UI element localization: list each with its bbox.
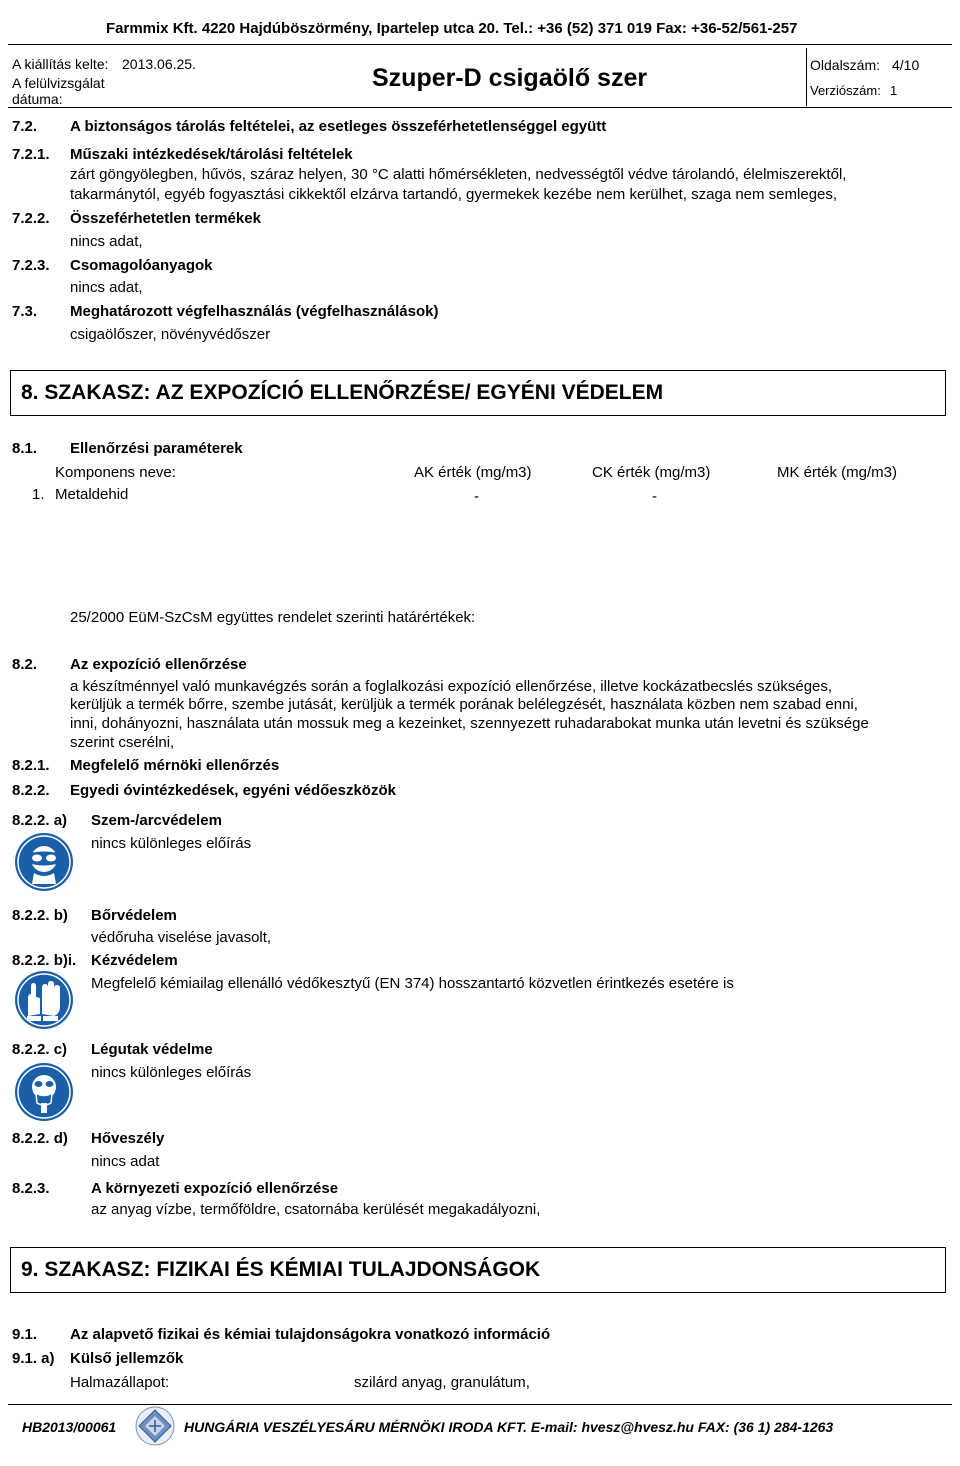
s82-title: Az expozíció ellenőrzése (70, 656, 247, 673)
s823-text: az anyag vízbe, termőföldre, csatornába kerülését megakadályozni, (91, 1201, 541, 1218)
s822bi-num: 8.2.2. b)i. (12, 952, 77, 969)
page-value: 4/10 (892, 57, 920, 73)
s723-num: 7.2.3. (12, 257, 50, 274)
s73-num: 7.3. (12, 303, 38, 320)
s91-num: 9.1. (12, 1326, 38, 1343)
s822bi-title: Kézvédelem (91, 952, 178, 969)
header-bottom-divider (8, 107, 952, 108)
footer-code: HB2013/00061 (22, 1419, 117, 1435)
state-value: szilárd anyag, granulátum, (354, 1374, 530, 1391)
s821-title: Megfelelő mérnöki ellenőrzés (70, 757, 280, 774)
logo-icon (135, 1406, 175, 1446)
s822d-title: Hőveszély (91, 1130, 165, 1147)
s723-text: nincs adat, (70, 279, 143, 296)
s723-title: Csomagolóanyagok (70, 257, 213, 274)
s82-line4: szerint cserélni, (70, 734, 175, 751)
s822c-num: 8.2.2. c) (12, 1041, 68, 1058)
s822-title: Egyedi óvintézkedések, egyéni védőeszközök (70, 782, 396, 799)
s82-line1: a készítménnyel való munkavégzés során a foglalkozási expozíció ellenőrzése, illetve kockázatbecslés szükséges, (70, 678, 833, 695)
s82-line2: kerüljük a termék bőrre, szembe jutását, kerüljük a termék porának belélegzését, használata közben nem szabad enni, (70, 696, 858, 713)
s91-title: Az alapvető fizikai és kémiai tulajdonságokra vonatkozó információ (70, 1326, 551, 1343)
s722-num: 7.2.2. (12, 210, 50, 227)
state-label: Halmazállapot: (70, 1374, 170, 1391)
s722-title: Összeférhetetlen termékek (70, 210, 261, 227)
s822b-text: védőruha viselése javasolt, (91, 929, 272, 946)
s721-num: 7.2.1. (12, 146, 50, 163)
s822bi-text: Megfelelő kémiailag ellenálló védőkesztyű (EN 374) hosszantartó közvetlen érintkezés esetére is (91, 975, 734, 992)
table-row-name: Metaldehid (55, 486, 129, 503)
section8-heading-box (10, 370, 946, 416)
section9-heading: 9. SZAKASZ: FIZIKAI ÉS KÉMIAI TULAJDONSÁGOK (21, 1258, 541, 1281)
s822a-text: nincs különleges előírás (91, 835, 252, 852)
version-value: 1 (890, 83, 898, 98)
s72-num: 7.2. (12, 118, 38, 135)
s822a-title: Szem-/arcvédelem (91, 812, 222, 829)
s823-num: 8.2.3. (12, 1180, 50, 1197)
s822a-num: 8.2.2. a) (12, 812, 68, 829)
review-label-1: A felülvizsgálat (12, 75, 105, 91)
s822c-title: Légutak védelme (91, 1041, 213, 1058)
table-header-component: Komponens neve: (55, 464, 176, 481)
s72-title: A biztonságos tárolás feltételei, az esetleges összeférhetetlenséggel együtt (70, 118, 607, 135)
footer-divider (8, 1404, 952, 1405)
issue-date: 2013.06.25. (122, 56, 196, 72)
table-header-mk: MK érték (mg/m3) (777, 464, 898, 481)
table-header-ak: AK érték (mg/m3) (414, 464, 532, 481)
s722-text: nincs adat, (70, 233, 143, 250)
regulation-note: 25/2000 EüM-SzCsM együttes rendelet szerinti határértékek: (70, 609, 476, 626)
footer-org: HUNGÁRIA VESZÉLYESÁRU MÉRNÖKI IRODA KFT. E-mail: hvesz@hvesz.hu FAX: (36 1) 284-1263 (184, 1419, 834, 1435)
s822d-text: nincs adat (91, 1153, 160, 1170)
review-label-2: dátuma: (12, 91, 63, 107)
section8-heading: 8. SZAKASZ: AZ EXPOZÍCIÓ ELLENŐRZÉSE/ EGYÉNI VÉDELEM (21, 381, 664, 404)
table-row-ck: - (652, 488, 657, 505)
s73-title: Meghatározott végfelhasználás (végfelhasználások) (70, 303, 439, 320)
company-header: Farmmix Kft. 4220 Hajdúböszörmény, Ipartelep utca 20. Tel.: +36 (52) 371 019 Fax: +36-52/561-257 (106, 20, 798, 37)
s822d-num: 8.2.2. d) (12, 1130, 68, 1147)
section9-heading-box (10, 1247, 946, 1293)
s721-title: Műszaki intézkedések/tárolási feltételek (70, 146, 353, 163)
eye-protection-icon (14, 832, 74, 892)
table-header-ck: CK érték (mg/m3) (592, 464, 711, 481)
gloves-icon (14, 970, 74, 1030)
s81-title: Ellenőrzési paraméterek (70, 440, 243, 457)
s73-text: csigaölőszer, növényvédőszer (70, 326, 271, 343)
s822c-text: nincs különleges előírás (91, 1064, 252, 1081)
issue-date-label: A kiállítás kelte: (12, 56, 109, 72)
product-title: Szuper-D csigaölő szer (372, 64, 648, 92)
s82-line3: inni, dohányozni, használata után mossuk meg a kezeinket, szennyezett ruhadarabokat munka után levetni és szüksége (70, 715, 869, 732)
s91a-num: 9.1. a) (12, 1350, 55, 1367)
s821-num: 8.2.1. (12, 757, 50, 774)
s822-num: 8.2.2. (12, 782, 50, 799)
s91a-title: Külső jellemzők (70, 1350, 184, 1367)
s82-num: 8.2. (12, 656, 38, 673)
s81-num: 8.1. (12, 440, 38, 457)
s823-title: A környezeti expozíció ellenőrzése (91, 1180, 339, 1197)
s721-line2: takarmánytól, egyéb fogyasztási cikkektől elzárva tartandó, gyermekek kezébe nem kerülhet, szaga nem semleges, (70, 186, 838, 203)
s721-line1: zárt göngyölegben, hűvös, száraz helyen, 30 °C alatti hőmérsékleten, nedvességtől védve tárolandó, élelmiszerektől, (70, 166, 847, 183)
version-label: Verziószám: (810, 83, 881, 98)
header-divider (8, 44, 952, 45)
table-row-num: 1. (32, 486, 45, 503)
page-label: Oldalszám: (810, 57, 881, 73)
header-vertical-divider (806, 48, 807, 106)
s822b-title: Bőrvédelem (91, 907, 177, 924)
s822b-num: 8.2.2. b) (12, 907, 68, 924)
table-row-ak: - (474, 488, 479, 505)
respirator-icon (14, 1062, 74, 1122)
